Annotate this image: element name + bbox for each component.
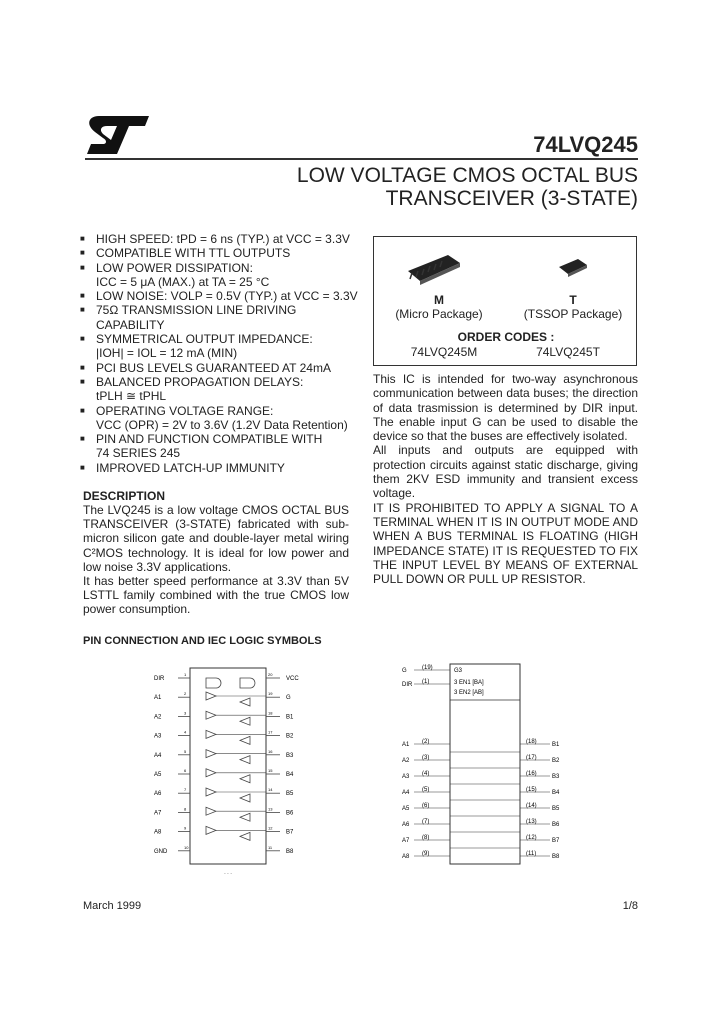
- package-m-letter: M: [434, 293, 444, 307]
- feature-item: ■ COMPATIBLE WITH TTL OUTPUTS: [80, 246, 291, 261]
- right-pin-label: B5: [286, 791, 294, 798]
- right-pin-number: 17: [268, 729, 273, 735]
- iec-left-number: (19): [422, 665, 433, 671]
- pin-connection-diagram: [150, 660, 310, 880]
- package-m-name: (Micro Package): [395, 307, 483, 321]
- iec-right-number: (12): [526, 835, 537, 841]
- left-pin-number: 7: [184, 787, 187, 793]
- right-pin-number: 20: [268, 672, 273, 677]
- package-t-letter: T: [569, 293, 577, 307]
- right-pin-label: B4: [286, 772, 294, 778]
- left-pin-number: 5: [184, 748, 187, 754]
- left-pin-label: A3: [154, 733, 162, 740]
- title-line-2: TRANSCEIVER (3-STATE): [385, 187, 638, 210]
- package-t-name: (TSSOP Package): [523, 307, 623, 321]
- right-pin-number: 13: [268, 806, 273, 812]
- header-rule: [85, 158, 638, 160]
- right-pin-label: B2: [286, 733, 294, 740]
- feature-sub: tPLH ≅ tPHL: [96, 389, 167, 404]
- right-pin-label: B1: [286, 714, 294, 721]
- left-pin-label: A1: [154, 695, 162, 702]
- buffer-b-to-a: [240, 832, 250, 840]
- description-p1: The LVQ245 is a low voltage CMOS OCTAL BUS TRANSCEIVER (3-STATE) fabricated with sub-micron silicon gate and double-layer metal wiring C²MOS technology. It is ideal for low power and low noise 3.3V applications.: [83, 503, 349, 574]
- feature-item: ■ SYMMETRICAL OUTPUT IMPEDANCE:: [80, 332, 313, 347]
- iec-left-label: G: [402, 668, 407, 674]
- left-pin-number: 1: [184, 672, 187, 677]
- order-code-t: 74LVQ245T: [536, 345, 600, 359]
- iec-left-label: A4: [402, 790, 410, 796]
- iec-logic-symbol: [400, 660, 570, 880]
- iec-left-label: A6: [402, 822, 410, 828]
- right-pin-number: 18: [268, 710, 273, 716]
- right-pin-number: 19: [268, 691, 273, 697]
- iec-right-label: B7: [552, 838, 560, 844]
- buffer-a-to-b: [206, 750, 216, 758]
- feature-item: ■ PCI BUS LEVELS GUARANTEED AT 24mA: [80, 360, 331, 375]
- left-pin-label: A2: [154, 714, 162, 721]
- right-pin-number: 15: [268, 768, 273, 773]
- left-pin-label: GND: [154, 848, 168, 855]
- feature-sub: |IOH| = IOL = 12 mA (MIN): [96, 346, 238, 361]
- left-pin-number: 4: [184, 729, 187, 735]
- left-pin-number: 8: [184, 806, 187, 812]
- buffer-a-to-b: [206, 826, 216, 834]
- iec-right-number: (16): [526, 771, 537, 777]
- package-box: [373, 236, 637, 366]
- order-codes-title: ORDER CODES :: [457, 330, 555, 344]
- buffer-b-to-a: [240, 813, 250, 821]
- iec-gate-label: G3: [454, 668, 463, 674]
- iec-right-number: (18): [526, 739, 537, 745]
- iec-left-label: A5: [402, 806, 410, 812]
- iec-right-number: (11): [526, 851, 537, 857]
- st-logo: [85, 110, 157, 158]
- buffer-b-to-a: [240, 736, 250, 744]
- right-pin-label: B3: [286, 752, 294, 759]
- feature-sub: VCC (OPR) = 2V to 3.6V (1.2V Data Retention): [96, 417, 348, 432]
- iec-right-label: B2: [552, 758, 560, 764]
- iec-right-number: (15): [526, 787, 537, 793]
- right-pin-number: 16: [268, 748, 273, 754]
- iec-right-label: B5: [552, 806, 560, 812]
- so-package-icon: [404, 249, 464, 289]
- left-pin-label: DIR: [154, 676, 165, 682]
- right-pin-label: B8: [286, 848, 294, 855]
- feature-sub: ICC = 5 μA (MAX.) at TA = 25 °C: [96, 274, 270, 289]
- buffer-b-to-a: [240, 698, 250, 706]
- left-pin-number: 3: [184, 710, 187, 716]
- feature-item: ■ IMPROVED LATCH-UP IMMUNITY: [80, 460, 285, 475]
- part-number: 74LVQ245: [533, 132, 638, 157]
- iec-left-label: A7: [402, 838, 410, 844]
- buffer-b-to-a: [240, 717, 250, 725]
- feature-item: ■ LOW POWER DISSIPATION:: [80, 260, 253, 275]
- right-pin-number: 12: [268, 825, 273, 831]
- right-p2: All inputs and outputs are equipped with protection circuits against static discharge, giving them 2KV ESD immunity and transient excess voltage.: [373, 443, 638, 501]
- iec-left-number: (2): [422, 739, 430, 745]
- iec-right-number: (14): [526, 803, 537, 809]
- buffer-a-to-b: [206, 807, 216, 815]
- feature-item: ■ PIN AND FUNCTION COMPATIBLE WITH: [80, 432, 323, 447]
- iec-gate-label: 3 EN2 [AB]: [454, 690, 484, 696]
- feature-item: ■ OPERATING VOLTAGE RANGE:: [80, 403, 274, 418]
- iec-right-label: B6: [552, 822, 560, 828]
- iec-gate-label: 3 EN1 [BA]: [454, 680, 484, 686]
- footer-date: March 1999: [83, 900, 142, 912]
- left-pin-number: 2: [184, 691, 187, 697]
- iec-left-number: (1): [422, 679, 430, 685]
- iec-left-label: A1: [402, 742, 410, 748]
- footer-page: 1/8: [622, 900, 638, 912]
- iec-left-number: (4): [422, 771, 430, 777]
- right-pin-label: VCC: [286, 676, 299, 682]
- right-pin-number: 14: [268, 787, 273, 793]
- order-code-m: 74LVQ245M: [410, 345, 478, 359]
- right-pin-number: 11: [268, 844, 273, 850]
- diagram-ref: · · ·: [224, 871, 232, 877]
- iec-left-number: (5): [422, 787, 430, 793]
- description-text: [83, 503, 349, 617]
- buffer-a-to-b: [206, 788, 216, 796]
- buffer-a-to-b: [206, 730, 216, 738]
- tssop-package-icon: [556, 255, 590, 281]
- left-pin-label: A8: [154, 829, 162, 836]
- feature-item: ■ BALANCED PROPAGATION DELAYS:: [80, 374, 304, 389]
- feature-sub: CAPABILITY: [96, 317, 165, 332]
- left-pin-label: A5: [154, 772, 162, 778]
- iec-right-label: B8: [552, 854, 560, 860]
- feature-item: ■ LOW NOISE: VOLP = 0.5V (TYP.) at VCC = 3.3V: [80, 289, 358, 304]
- iec-left-label: A3: [402, 774, 410, 780]
- right-column-text: [373, 372, 638, 586]
- feature-sub: 74 SERIES 245: [96, 446, 181, 461]
- iec-right-number: (17): [526, 755, 537, 761]
- left-pin-label: A4: [154, 752, 162, 759]
- iec-left-label: A2: [402, 758, 410, 764]
- right-pin-label: G: [286, 695, 291, 702]
- iec-right-label: B4: [552, 790, 560, 796]
- buffer-b-to-a: [240, 756, 250, 764]
- left-pin-label: A6: [154, 791, 162, 798]
- buffer-a-to-b: [206, 692, 216, 700]
- iec-left-number: (9): [422, 851, 430, 857]
- iec-left-label: DIR: [402, 682, 413, 688]
- buffer-a-to-b: [206, 711, 216, 719]
- left-pin-label: A7: [154, 810, 162, 817]
- left-pin-number: 9: [184, 825, 187, 831]
- iec-left-number: (3): [422, 755, 430, 761]
- buffer-b-to-a: [240, 775, 250, 783]
- iec-right-number: (13): [526, 819, 537, 825]
- buffer-a-to-b: [206, 769, 216, 777]
- iec-left-number: (7): [422, 819, 430, 825]
- right-p3: IT IS PROHIBITED TO APPLY A SIGNAL TO A TERMINAL WHEN IT IS IN OUTPUT MODE AND WHEN A BUS TERMINAL IS FLOATING (HIGH IMPEDANCE STATE) IT IS REQUESTED TO FIX THE INPUT LEVEL BY MEANS OF EXTERNAL PULL DOWN OR PULL UP RESISTOR.: [373, 500, 638, 587]
- right-p1: This IC is intended for two-way asynchronous communication between data buses; the direction of data trasmission is determined by DIR input. The enable input G can be used to disable the device so that the buses are effectively isolated.: [373, 372, 638, 444]
- feature-list: [80, 232, 370, 475]
- feature-item: ■ 75Ω TRANSMISSION LINE DRIVING: [80, 303, 297, 318]
- iec-right-label: B1: [552, 742, 560, 748]
- description-p2: It has better speed performance at 3.3V than 5V LSTTL family combined with the true CMOS low power consumption.: [83, 574, 349, 617]
- iec-left-number: (6): [422, 803, 430, 809]
- buffer-b-to-a: [240, 794, 250, 802]
- right-pin-label: B6: [286, 810, 294, 817]
- title-line-1: LOW VOLTAGE CMOS OCTAL BUS: [296, 164, 638, 187]
- feature-item: ■ HIGH SPEED: tPD = 6 ns (TYP.) at VCC = 3.3V: [80, 232, 350, 246]
- description-heading: DESCRIPTION: [83, 489, 166, 503]
- right-pin-label: B7: [286, 829, 294, 836]
- iec-left-number: (8): [422, 835, 430, 841]
- left-pin-number: 10: [184, 844, 189, 850]
- iec-left-label: A8: [402, 854, 410, 860]
- left-pin-number: 6: [184, 768, 187, 773]
- pin-section-heading: PIN CONNECTION AND IEC LOGIC SYMBOLS: [83, 635, 322, 647]
- iec-right-label: B3: [552, 774, 560, 780]
